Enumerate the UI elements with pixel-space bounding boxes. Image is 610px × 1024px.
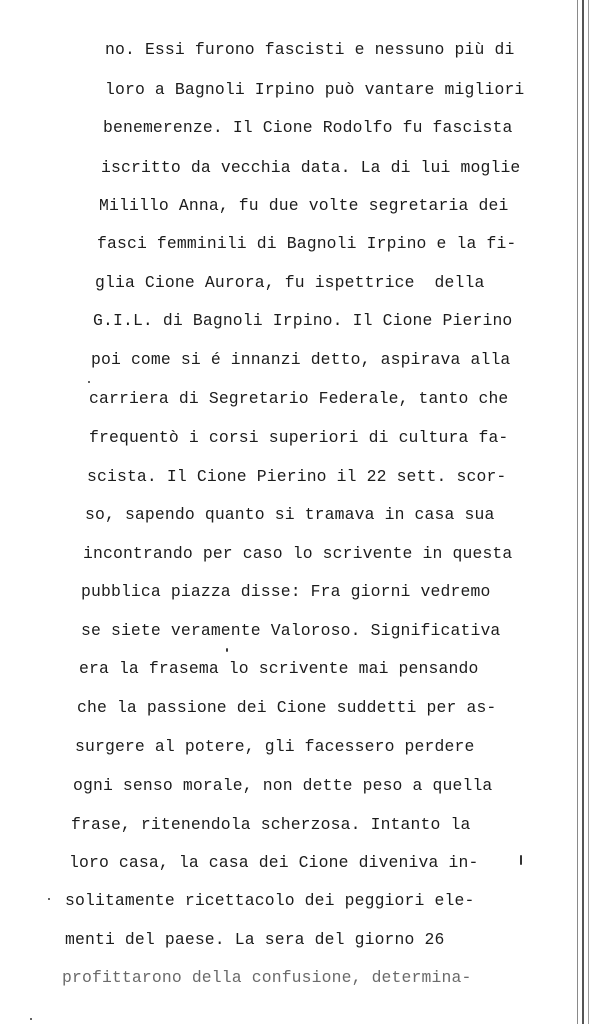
- text-line-18: che la passione dei Cione suddetti per as-: [77, 698, 497, 717]
- text-line-25: profittarono della confusione, determina-: [62, 968, 472, 987]
- text-line-11: frequentò i corsi superiori di cultura fa-: [89, 428, 509, 447]
- text-line-21: frase, ritenendola scherzosa. Intanto la: [71, 815, 471, 834]
- text-line-13: so, sapendo quanto si tramava in casa sua: [85, 505, 495, 524]
- page-edge-shadow: [588, 0, 589, 1024]
- text-line-8: G.I.L. di Bagnoli Irpino. Il Cione Pierino: [93, 311, 513, 330]
- text-line-14: incontrando per caso lo scrivente in questa: [83, 544, 513, 563]
- ink-speck: [226, 648, 228, 652]
- text-line-2: loro a Bagnoli Irpino può vantare migliori: [105, 80, 525, 99]
- text-line-17: era la frasema lo scrivente mai pensando: [79, 659, 479, 678]
- text-line-4: iscritto da vecchia data. La di lui moglie: [101, 158, 521, 177]
- text-line-6: fasci femminili di Bagnoli Irpino e la fi-: [97, 234, 517, 253]
- text-line-7: glia Cione Aurora, fu ispettrice della: [95, 273, 485, 292]
- text-line-23: solitamente ricettacolo dei peggiori ele-: [65, 891, 475, 910]
- text-line-5: Milillo Anna, fu due volte segretaria dei: [99, 196, 509, 215]
- ink-speck: [520, 855, 522, 865]
- text-line-1: no. Essi furono fascisti e nessuno più di: [105, 40, 515, 59]
- text-line-9: poi come si é innanzi detto, aspirava alla: [91, 350, 511, 369]
- text-line-10: carriera di Segretario Federale, tanto che: [89, 389, 509, 408]
- text-line-19: surgere al potere, gli facessero perdere: [75, 737, 475, 756]
- text-line-16: se siete veramente Valoroso. Significativa: [81, 621, 501, 640]
- text-line-15: pubblica piazza disse: Fra giorni vedremo: [81, 582, 491, 601]
- text-line-20: ogni senso morale, non dette peso a quella: [73, 776, 493, 795]
- text-line-22: loro casa, la casa dei Cione diveniva in-: [69, 853, 479, 872]
- ink-speck: [48, 898, 50, 900]
- text-line-12: scista. Il Cione Pierino il 22 sett. scor-: [87, 467, 507, 486]
- text-line-3: benemerenze. Il Cione Rodolfo fu fascista: [103, 118, 513, 137]
- text-line-24: menti del paese. La sera del giorno 26: [65, 930, 445, 949]
- page-edge-shadow: [577, 0, 578, 1024]
- ink-speck: [88, 381, 90, 383]
- ink-speck: [30, 1018, 32, 1020]
- page-edge-shadow: [582, 0, 584, 1024]
